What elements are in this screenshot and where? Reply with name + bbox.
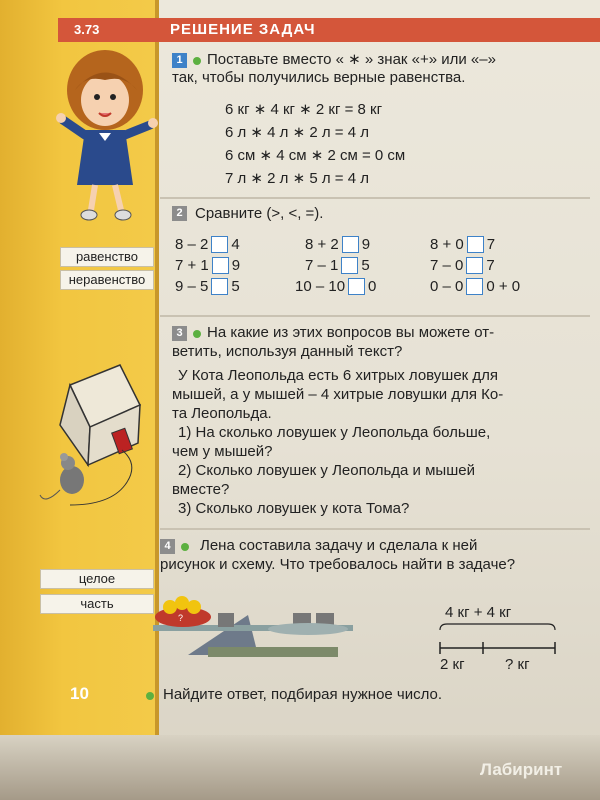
compare-box[interactable] <box>341 257 358 274</box>
compare-left: 9 – 5 <box>175 278 209 295</box>
task4-bullet <box>181 543 189 551</box>
task3-number: 3 <box>172 326 187 341</box>
compare-left: 8 – 2 <box>175 236 209 253</box>
task3-bullet <box>193 330 201 338</box>
compare-right: 5 <box>231 278 240 295</box>
task4-number: 4 <box>160 539 175 554</box>
divider-3 <box>160 528 590 530</box>
divider-1 <box>160 197 590 199</box>
task3-item2-cont: вместе? <box>172 481 230 498</box>
scheme-right-label: ? кг <box>505 656 530 673</box>
scheme-left-label: 2 кг <box>440 656 465 673</box>
task1-text-line2: так, чтобы получились верные равенства. <box>172 69 466 86</box>
compare-3-2 <box>430 257 495 274</box>
compare-left: 7 + 1 <box>175 257 209 274</box>
page-number: 10 <box>70 684 89 703</box>
compare-box[interactable] <box>466 278 483 295</box>
compare-1-3 <box>175 278 240 295</box>
vocab-equality: равенство <box>60 247 154 267</box>
compare-box[interactable] <box>211 236 228 253</box>
task1-equation-1: 6 кг ∗ 4 кг ∗ 2 кг = 8 кг <box>225 101 383 118</box>
compare-box[interactable] <box>342 236 359 253</box>
task2-number: 2 <box>172 206 187 221</box>
compare-box[interactable] <box>211 278 228 295</box>
compare-left: 8 + 2 <box>305 236 339 253</box>
task1-text-line1: Поставьте вместо « ∗ » знак «+» или «–» <box>207 51 496 68</box>
compare-right: 0 + 0 <box>486 278 521 295</box>
task1-equation-4: 7 л ∗ 2 л ∗ 5 л = 4 л <box>225 170 369 187</box>
task1-equation-2: 6 л ∗ 4 л ∗ 2 л = 4 л <box>225 124 369 141</box>
compare-right: 5 <box>361 257 370 274</box>
task4-text-line1: Лена составила задачу и сделала к ней <box>200 537 478 554</box>
task3-text-line3: та Леопольда. <box>172 405 272 422</box>
divider-2 <box>160 315 590 317</box>
compare-left: 7 – 0 <box>430 257 464 274</box>
page-title: РЕШЕНИЕ ЗАДАЧ <box>170 21 316 38</box>
basket-question: ? <box>178 613 184 623</box>
trap-mouse-illustration <box>30 355 155 520</box>
compare-3-3 <box>430 278 520 295</box>
compare-box[interactable] <box>467 236 484 253</box>
task4-text-line2: рисунок и схему. Что требовалось найти в задаче? <box>160 556 516 573</box>
task3-text-line2: мышей, а у мышей – 4 хитрые ловушки для Ко- <box>172 386 504 403</box>
compare-1-1 <box>175 236 240 253</box>
compare-left: 8 + 0 <box>430 236 464 253</box>
watermark-logo: Лабиринт <box>480 760 563 779</box>
vocab-inequality: неравенство <box>60 270 154 290</box>
compare-left: 7 – 1 <box>305 257 339 274</box>
scheme-top-label: 4 кг + 4 кг <box>445 604 512 621</box>
compare-left: 0 – 0 <box>430 278 464 295</box>
task1-bullet <box>193 57 201 65</box>
task1-equation-3: 6 см ∗ 4 см ∗ 2 см = 0 см <box>225 147 406 164</box>
compare-box[interactable] <box>348 278 365 295</box>
compare-1-2 <box>175 257 240 274</box>
task3-item2: 2) Сколько ловушек у Леопольда и мышей <box>178 462 475 479</box>
compare-right: 9 <box>231 257 241 274</box>
task1-number: 1 <box>172 53 187 68</box>
footer-bullet <box>146 692 154 700</box>
vocab-whole: целое <box>40 569 154 589</box>
compare-right: 4 <box>231 236 240 253</box>
task3-question-line2: ветить, используя данный текст? <box>172 343 403 360</box>
footer-task-text: Найдите ответ, подбирая нужное число. <box>163 686 443 703</box>
compare-right: 9 <box>361 236 371 253</box>
compare-box[interactable] <box>466 257 483 274</box>
compare-3-1 <box>430 236 495 253</box>
task3-item1: 1) На сколько ловушек у Леопольда больше, <box>178 424 491 441</box>
compare-right: 0 <box>368 278 377 295</box>
task3-item1-cont: чем у мышей? <box>172 443 273 460</box>
compare-2-2 <box>305 257 370 274</box>
task3-item3: 3) Сколько ловушек у кота Тома? <box>178 500 410 517</box>
task2-text: Сравните (>, <, =). <box>195 205 324 222</box>
compare-2-1 <box>305 236 370 253</box>
vocab-part: часть <box>40 594 154 614</box>
compare-right: 7 <box>486 236 496 253</box>
compare-2-3 <box>295 278 376 295</box>
task3-text-line1: У Кота Леопольда есть 6 хитрых ловушек для <box>178 367 499 384</box>
lesson-code: 3.73 <box>74 22 100 37</box>
scheme-diagram <box>435 620 560 660</box>
compare-left: 10 – 10 <box>295 278 346 295</box>
girl-illustration <box>55 45 160 230</box>
task3-question-line1: На какие из этих вопросов вы можете от- <box>207 324 495 341</box>
scale-illustration <box>148 585 363 665</box>
compare-right: 7 <box>486 257 495 274</box>
compare-box[interactable] <box>212 257 229 274</box>
